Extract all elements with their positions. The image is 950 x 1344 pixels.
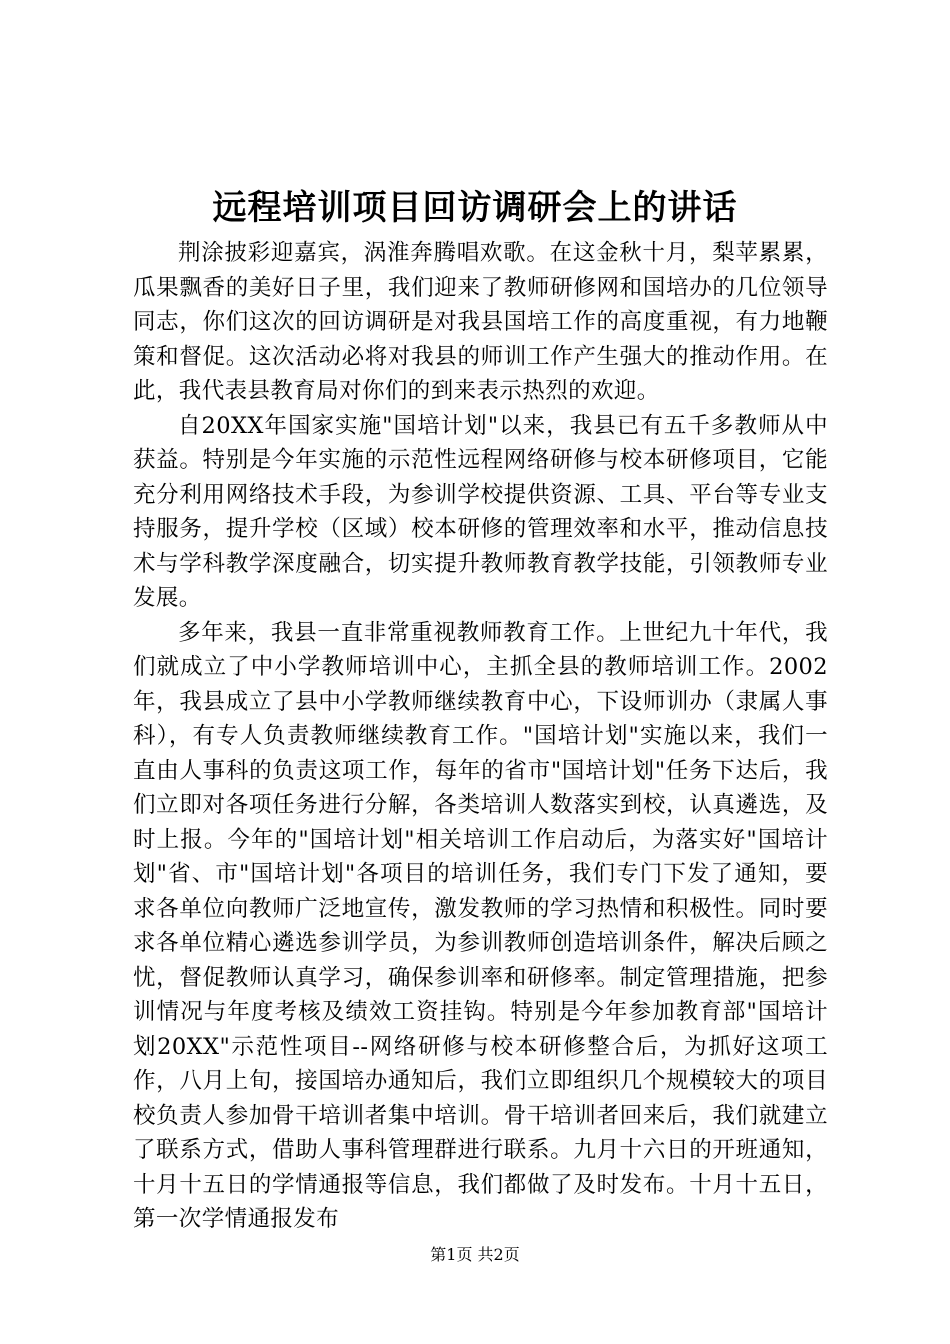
paragraph-national-training-plan: 自20XX年国家实施"国培计划"以来，我县已有五千多教师从中获益。特别是今年实施的示范性远程网络研修与校本研修项目，它能充分利用网络技术手段，为参训学校提供资源、工具、平台等专业支持服务，提升学校（区域）校本研修的管理效率和水平，推动信息技术与学科教学深度融合，切实提升教师教育教学技能，引领教师专业发展。 bbox=[133, 412, 828, 611]
paragraph-welcome: 荆涂披彩迎嘉宾，涡淮奔腾唱欢歌。在这金秋十月，梨苹累累，瓜果飘香的美好日子里，我们迎来了教师研修网和国培办的几位领导同志，你们这次的回访调研是对我县国培工作的高度重视，有力地鞭策和督促。这次活动必将对我县的师训工作产生强大的推动作用。在此，我代表县教育局对你们的到来表示热烈的欢迎。 bbox=[133, 240, 828, 404]
document-body bbox=[133, 236, 828, 1237]
paragraph-teacher-education-work: 多年来，我县一直非常重视教师教育工作。上世纪九十年代，我们就成立了中小学教师培训中心，主抓全县的教师培训工作。2002年，我县成立了县中小学教师继续教育中心，下设师训办（隶属人事科），有专人负责教师继续教育工作。"国培计划"实施以来，我们一直由人事科的负责这项工作，每年的省市"国培计划"任务下达后，我们立即对各项任务进行分解，各类培训人数落实到校，认真遴选，及时上报。今年的"国培计划"相关培训工作启动后，为落实好"国培计划"省、市"国培计划"各项目的培训任务，我们专门下发了通知，要求各单位向教师广泛地宣传，激发教师的学习热情和积极性。同时要求各单位精心遴选参训学员，为参训教师创造培训条件，解决后顾之忧，督促教师认真学习，确保参训率和研修率。制定管理措施，把参训情况与年度考核及绩效工资挂钩。特别是今年参加教育部"国培计划20XX"示范性项目--网络研修与校本研修整合后，为抓好这项工作，八月上旬，接国培办通知后，我们立即组织几个规模较大的项目校负责人参加骨干培训者集中培训。骨干培训者回来后，我们就建立了联系方式，借助人事科管理群进行联系。九月十六日的开班通知，十月十五日的学情通报等信息，我们都做了及时发布。十月十五日，第一次学情通报发布 bbox=[133, 619, 828, 1232]
document-title: 远程培训项目回访调研会上的讲话 bbox=[212, 188, 738, 228]
page-number-footer: 第1页 共2页 bbox=[430, 1245, 520, 1264]
